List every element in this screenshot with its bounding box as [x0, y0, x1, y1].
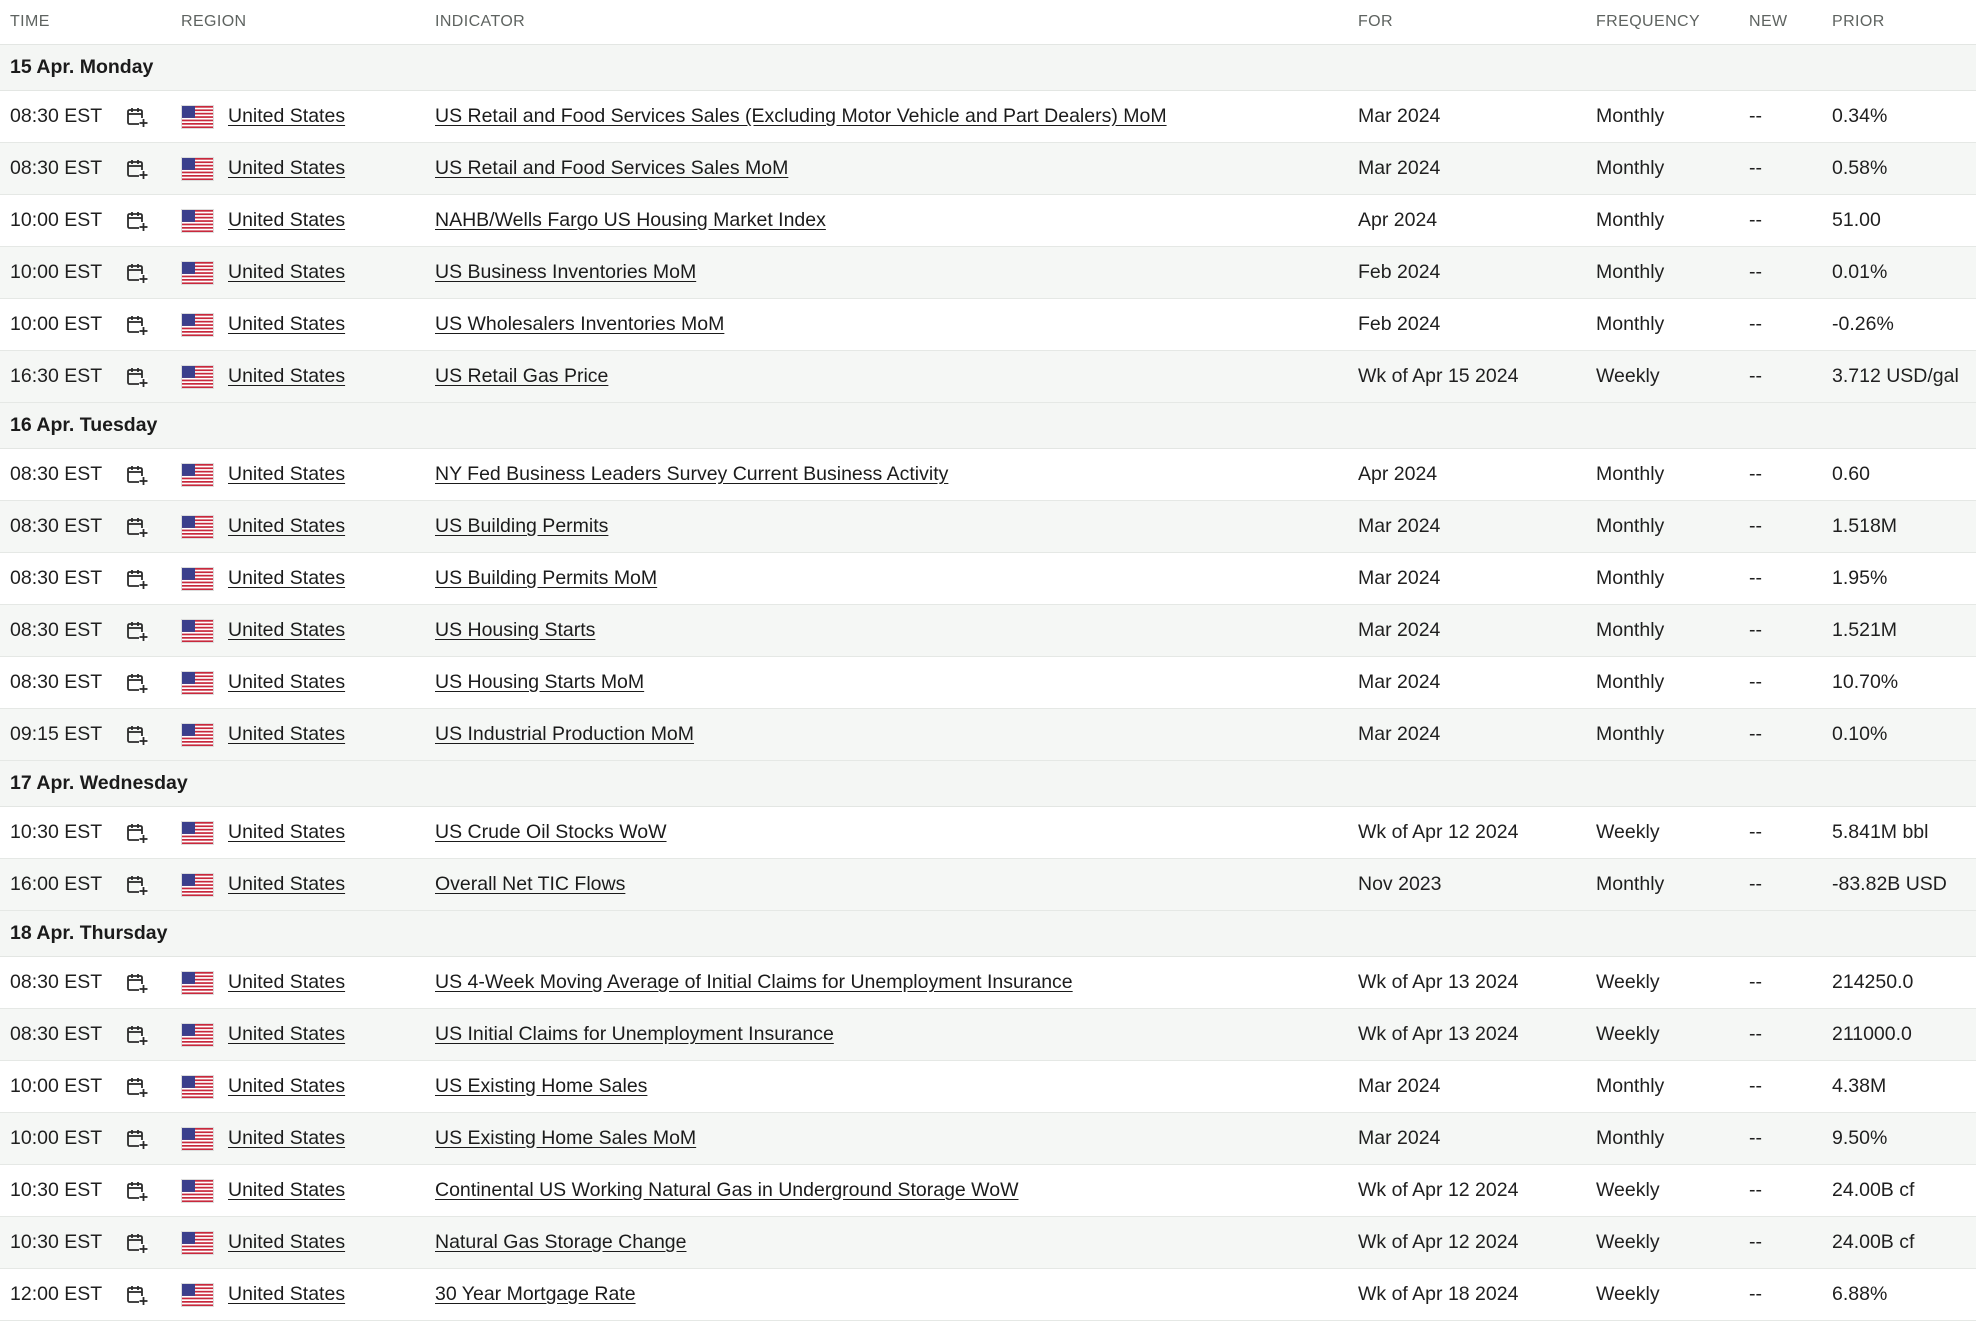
- table-row: [0, 553, 1976, 605]
- us-flag-icon: [181, 671, 228, 695]
- us-flag-icon: [181, 873, 214, 897]
- event-time: 16:00 EST: [10, 873, 103, 895]
- event-new-value: --: [1749, 515, 1762, 537]
- add-to-calendar-button[interactable]: [125, 723, 181, 747]
- us-flag-icon: [181, 209, 214, 233]
- day-group-header: 17 Apr. Wednesday: [0, 761, 1976, 807]
- us-flag-icon: [181, 1283, 228, 1307]
- region-link[interactable]: United States: [228, 971, 346, 993]
- event-time: 10:30 EST: [10, 821, 103, 843]
- event-prior-value: 1.95%: [1832, 567, 1888, 589]
- us-flag-icon: [181, 1179, 228, 1203]
- event-new-value: --: [1749, 1231, 1762, 1253]
- us-flag-icon: [181, 157, 214, 181]
- event-frequency: Monthly: [1596, 157, 1665, 179]
- event-prior-value: 9.50%: [1832, 1127, 1888, 1149]
- table-row: [0, 1113, 1976, 1165]
- event-prior-value: 3.712 USD/gal: [1832, 365, 1959, 387]
- indicator-link[interactable]: Continental US Working Natural Gas in Underground Storage WoW: [435, 1179, 1019, 1201]
- us-flag-icon: [181, 313, 214, 337]
- region-link[interactable]: United States: [228, 463, 346, 485]
- event-frequency: Weekly: [1596, 971, 1660, 993]
- region-link[interactable]: United States: [228, 1283, 346, 1305]
- table-row: [0, 1217, 1976, 1269]
- event-time: 08:30 EST: [10, 619, 103, 641]
- us-flag-icon: [181, 365, 228, 389]
- table-row: [0, 957, 1976, 1009]
- event-period: Mar 2024: [1358, 671, 1441, 693]
- add-to-calendar-button[interactable]: [125, 567, 181, 591]
- event-new-value: --: [1749, 1127, 1762, 1149]
- event-frequency: Weekly: [1596, 1023, 1660, 1045]
- us-flag-icon: [181, 971, 228, 995]
- event-frequency: Weekly: [1596, 1179, 1660, 1201]
- calendar-add-icon[interactable]: [125, 723, 149, 747]
- calendar-add-icon[interactable]: [125, 1023, 149, 1047]
- event-frequency: Monthly: [1596, 209, 1665, 231]
- us-flag-icon: [181, 723, 228, 747]
- us-flag-icon: [181, 261, 214, 285]
- us-flag-icon: [181, 1179, 214, 1203]
- region-link[interactable]: United States: [228, 1075, 346, 1097]
- table-row: [0, 299, 1976, 351]
- header-indicator[interactable]: INDICATOR: [435, 13, 526, 30]
- event-period: Wk of Apr 12 2024: [1358, 821, 1519, 843]
- table-row: [0, 657, 1976, 709]
- event-new-value: --: [1749, 619, 1762, 641]
- add-to-calendar-button[interactable]: [125, 1075, 181, 1099]
- table-row: [0, 195, 1976, 247]
- event-time: 08:30 EST: [10, 515, 103, 537]
- header-new[interactable]: NEW: [1749, 13, 1788, 30]
- table-row: [0, 91, 1976, 143]
- us-flag-icon: [181, 1075, 228, 1099]
- region-link[interactable]: United States: [228, 567, 346, 589]
- us-flag-icon: [181, 567, 214, 591]
- indicator-link[interactable]: US Retail Gas Price: [435, 365, 609, 387]
- event-prior-value: 0.01%: [1832, 261, 1888, 283]
- region-link[interactable]: United States: [228, 313, 346, 335]
- indicator-link[interactable]: Overall Net TIC Flows: [435, 873, 626, 895]
- region-link[interactable]: United States: [228, 723, 346, 745]
- calendar-add-icon[interactable]: [125, 1283, 149, 1307]
- header-time[interactable]: TIME: [10, 13, 50, 30]
- event-new-value: --: [1749, 671, 1762, 693]
- event-new-value: --: [1749, 1283, 1762, 1305]
- event-period: Mar 2024: [1358, 1075, 1441, 1097]
- calendar-add-icon[interactable]: [125, 515, 149, 539]
- event-prior-value: 6.88%: [1832, 1283, 1888, 1305]
- event-time: 10:00 EST: [10, 313, 103, 335]
- event-prior-value: 24.00B cf: [1832, 1231, 1915, 1253]
- indicator-link[interactable]: US Existing Home Sales MoM: [435, 1127, 697, 1149]
- table-row: [0, 351, 1976, 403]
- indicator-link[interactable]: US Existing Home Sales: [435, 1075, 648, 1097]
- calendar-add-icon[interactable]: [125, 313, 149, 337]
- calendar-add-icon[interactable]: [125, 971, 149, 995]
- header-region[interactable]: REGION: [181, 13, 247, 30]
- event-frequency: Monthly: [1596, 723, 1665, 745]
- event-frequency: Monthly: [1596, 619, 1665, 641]
- us-flag-icon: [181, 1023, 228, 1047]
- table-row: [0, 247, 1976, 299]
- table-row: [0, 1165, 1976, 1217]
- calendar-add-icon[interactable]: [125, 209, 149, 233]
- event-prior-value: -83.82B USD: [1832, 873, 1947, 895]
- calendar-add-icon[interactable]: [125, 873, 149, 897]
- add-to-calendar-button[interactable]: [125, 1023, 181, 1047]
- indicator-link[interactable]: Natural Gas Storage Change: [435, 1231, 687, 1253]
- us-flag-icon: [181, 157, 228, 181]
- event-period: Wk of Apr 18 2024: [1358, 1283, 1519, 1305]
- calendar-add-icon[interactable]: [125, 261, 149, 285]
- event-time: 08:30 EST: [10, 1023, 103, 1045]
- us-flag-icon: [181, 723, 214, 747]
- region-link[interactable]: United States: [228, 1179, 346, 1201]
- add-to-calendar-button[interactable]: [125, 261, 181, 285]
- indicator-link[interactable]: US Initial Claims for Unemployment Insurance: [435, 1023, 834, 1045]
- event-time: 08:30 EST: [10, 671, 103, 693]
- event-new-value: --: [1749, 1023, 1762, 1045]
- table-row: [0, 449, 1976, 501]
- event-frequency: Monthly: [1596, 1127, 1665, 1149]
- event-new-value: --: [1749, 1179, 1762, 1201]
- event-frequency: Weekly: [1596, 1231, 1660, 1253]
- add-to-calendar-button[interactable]: [125, 1179, 181, 1203]
- event-time: 08:30 EST: [10, 105, 103, 127]
- calendar-add-icon[interactable]: [125, 105, 149, 129]
- region-link[interactable]: United States: [228, 671, 346, 693]
- calendar-add-icon[interactable]: [125, 157, 149, 181]
- event-new-value: --: [1749, 567, 1762, 589]
- event-period: Wk of Apr 12 2024: [1358, 1179, 1519, 1201]
- event-new-value: --: [1749, 873, 1762, 895]
- indicator-link[interactable]: US Retail and Food Services Sales (Excluding Motor Vehicle and Part Dealers) MoM: [435, 105, 1167, 127]
- event-time: 10:30 EST: [10, 1231, 103, 1253]
- indicator-link[interactable]: US Building Permits: [435, 515, 609, 537]
- event-period: Mar 2024: [1358, 1127, 1441, 1149]
- us-flag-icon: [181, 261, 228, 285]
- day-group-header: 18 Apr. Thursday: [0, 911, 1976, 957]
- calendar-add-icon[interactable]: [125, 365, 149, 389]
- event-prior-value: 24.00B cf: [1832, 1179, 1915, 1201]
- event-period: Apr 2024: [1358, 463, 1438, 485]
- indicator-link[interactable]: US Wholesalers Inventories MoM: [435, 313, 725, 335]
- event-period: Feb 2024: [1358, 261, 1441, 283]
- indicator-link[interactable]: US Building Permits MoM: [435, 567, 658, 589]
- event-time: 10:00 EST: [10, 209, 103, 231]
- event-new-value: --: [1749, 723, 1762, 745]
- add-to-calendar-button[interactable]: [125, 313, 181, 337]
- region-link[interactable]: United States: [228, 1023, 346, 1045]
- indicator-link[interactable]: US Industrial Production MoM: [435, 723, 695, 745]
- indicator-link[interactable]: 30 Year Mortgage Rate: [435, 1283, 636, 1305]
- event-period: Wk of Apr 13 2024: [1358, 971, 1519, 993]
- event-new-value: --: [1749, 105, 1762, 127]
- event-time: 10:00 EST: [10, 1127, 103, 1149]
- calendar-add-icon[interactable]: [125, 1127, 149, 1151]
- us-flag-icon: [181, 567, 228, 591]
- table-row: [0, 1061, 1976, 1113]
- us-flag-icon: [181, 1127, 214, 1151]
- event-time: 09:15 EST: [10, 723, 103, 745]
- calendar-add-icon[interactable]: [125, 1179, 149, 1203]
- region-link[interactable]: United States: [228, 1231, 346, 1253]
- indicator-link[interactable]: US Housing Starts MoM: [435, 671, 645, 693]
- indicator-link[interactable]: US Housing Starts: [435, 619, 596, 641]
- event-prior-value: 51.00: [1832, 209, 1881, 231]
- event-prior-value: 10.70%: [1832, 671, 1899, 693]
- event-time: 16:30 EST: [10, 365, 103, 387]
- event-frequency: Monthly: [1596, 463, 1665, 485]
- event-frequency: Monthly: [1596, 567, 1665, 589]
- event-period: Wk of Apr 13 2024: [1358, 1023, 1519, 1045]
- us-flag-icon: [181, 1127, 228, 1151]
- add-to-calendar-button[interactable]: [125, 873, 181, 897]
- us-flag-icon: [181, 1023, 214, 1047]
- day-group-header: 15 Apr. Monday: [0, 45, 1976, 91]
- event-period: Feb 2024: [1358, 313, 1441, 335]
- event-time: 10:00 EST: [10, 1075, 103, 1097]
- event-period: Mar 2024: [1358, 567, 1441, 589]
- event-prior-value: 0.60: [1832, 463, 1870, 485]
- us-flag-icon: [181, 313, 228, 337]
- event-prior-value: -0.26%: [1832, 313, 1894, 335]
- indicator-link[interactable]: NAHB/Wells Fargo US Housing Market Index: [435, 209, 826, 231]
- day-group-header: 16 Apr. Tuesday: [0, 403, 1976, 449]
- table-header: [0, 0, 1976, 45]
- us-flag-icon: [181, 671, 214, 695]
- calendar-add-icon[interactable]: [125, 567, 149, 591]
- add-to-calendar-button[interactable]: [125, 105, 181, 129]
- event-period: Wk of Apr 12 2024: [1358, 1231, 1519, 1253]
- event-time: 08:30 EST: [10, 157, 103, 179]
- table-row: [0, 807, 1976, 859]
- indicator-link[interactable]: US Crude Oil Stocks WoW: [435, 821, 667, 843]
- event-time: 10:30 EST: [10, 1179, 103, 1201]
- event-period: Nov 2023: [1358, 873, 1442, 895]
- us-flag-icon: [181, 971, 214, 995]
- us-flag-icon: [181, 821, 228, 845]
- add-to-calendar-button[interactable]: [125, 1231, 181, 1255]
- region-link[interactable]: United States: [228, 261, 346, 283]
- event-frequency: Monthly: [1596, 313, 1665, 335]
- event-prior-value: 0.10%: [1832, 723, 1888, 745]
- event-new-value: --: [1749, 209, 1762, 231]
- event-new-value: --: [1749, 313, 1762, 335]
- calendar-add-icon[interactable]: [125, 821, 149, 845]
- event-prior-value: 0.34%: [1832, 105, 1888, 127]
- event-time: 08:30 EST: [10, 971, 103, 993]
- event-prior-value: 214250.0: [1832, 971, 1914, 993]
- header-frequency[interactable]: FREQUENCY: [1596, 13, 1701, 30]
- event-new-value: --: [1749, 1075, 1762, 1097]
- event-frequency: Monthly: [1596, 105, 1665, 127]
- table-row: [0, 1269, 1976, 1321]
- us-flag-icon: [181, 1231, 228, 1255]
- table-row: [0, 605, 1976, 657]
- event-frequency: Monthly: [1596, 261, 1665, 283]
- header-prior[interactable]: PRIOR: [1832, 13, 1885, 30]
- event-prior-value: 4.38M: [1832, 1075, 1887, 1097]
- table-row: [0, 143, 1976, 195]
- event-new-value: --: [1749, 821, 1762, 843]
- event-frequency: Monthly: [1596, 671, 1665, 693]
- event-period: Mar 2024: [1358, 157, 1441, 179]
- event-new-value: --: [1749, 971, 1762, 993]
- indicator-link[interactable]: US 4-Week Moving Average of Initial Claims for Unemployment Insurance: [435, 971, 1073, 993]
- add-to-calendar-button[interactable]: [125, 463, 181, 487]
- add-to-calendar-button[interactable]: [125, 619, 181, 643]
- event-prior-value: 211000.0: [1832, 1023, 1912, 1045]
- event-frequency: Monthly: [1596, 1075, 1665, 1097]
- event-time: 08:30 EST: [10, 463, 103, 485]
- us-flag-icon: [181, 463, 228, 487]
- event-frequency: Weekly: [1596, 365, 1660, 387]
- table-row: [0, 709, 1976, 761]
- event-period: Mar 2024: [1358, 619, 1441, 641]
- region-link[interactable]: United States: [228, 873, 346, 895]
- calendar-add-icon[interactable]: [125, 463, 149, 487]
- us-flag-icon: [181, 463, 214, 487]
- event-period: Mar 2024: [1358, 515, 1441, 537]
- event-frequency: Weekly: [1596, 1283, 1660, 1305]
- us-flag-icon: [181, 365, 214, 389]
- calendar-add-icon[interactable]: [125, 1231, 149, 1255]
- event-period: Apr 2024: [1358, 209, 1438, 231]
- event-frequency: Monthly: [1596, 515, 1665, 537]
- region-link[interactable]: United States: [228, 515, 346, 537]
- add-to-calendar-button[interactable]: [125, 1127, 181, 1151]
- event-time: 08:30 EST: [10, 567, 103, 589]
- event-new-value: --: [1749, 365, 1762, 387]
- us-flag-icon: [181, 515, 228, 539]
- us-flag-icon: [181, 105, 228, 129]
- table-row: [0, 1009, 1976, 1061]
- indicator-link[interactable]: US Business Inventories MoM: [435, 261, 697, 283]
- add-to-calendar-button[interactable]: [125, 209, 181, 233]
- event-prior-value: 5.841M bbl: [1832, 821, 1929, 843]
- region-link[interactable]: United States: [228, 209, 346, 231]
- us-flag-icon: [181, 619, 228, 643]
- table-row: [0, 859, 1976, 911]
- event-period: Mar 2024: [1358, 723, 1441, 745]
- event-time: 10:00 EST: [10, 261, 103, 283]
- add-to-calendar-button[interactable]: [125, 515, 181, 539]
- event-new-value: --: [1749, 463, 1762, 485]
- indicator-link[interactable]: US Retail and Food Services Sales MoM: [435, 157, 789, 179]
- us-flag-icon: [181, 619, 214, 643]
- event-prior-value: 0.58%: [1832, 157, 1888, 179]
- region-link[interactable]: United States: [228, 1127, 346, 1149]
- event-frequency: Weekly: [1596, 821, 1660, 843]
- event-new-value: --: [1749, 157, 1762, 179]
- us-flag-icon: [181, 1283, 214, 1307]
- event-prior-value: 1.518M: [1832, 515, 1898, 537]
- us-flag-icon: [181, 515, 214, 539]
- add-to-calendar-button[interactable]: [125, 365, 181, 389]
- us-flag-icon: [181, 105, 214, 129]
- add-to-calendar-button[interactable]: [125, 971, 181, 995]
- event-new-value: --: [1749, 261, 1762, 283]
- us-flag-icon: [181, 1075, 214, 1099]
- event-time: 12:00 EST: [10, 1283, 103, 1305]
- table-row: [0, 501, 1976, 553]
- event-prior-value: 1.521M: [1832, 619, 1898, 641]
- calendar-add-icon[interactable]: [125, 1075, 149, 1099]
- region-link[interactable]: United States: [228, 105, 346, 127]
- table-body: [0, 45, 1976, 1321]
- event-frequency: Monthly: [1596, 873, 1665, 895]
- region-link[interactable]: United States: [228, 821, 346, 843]
- us-flag-icon: [181, 873, 228, 897]
- add-to-calendar-button[interactable]: [125, 1283, 181, 1307]
- add-to-calendar-button[interactable]: [125, 821, 181, 845]
- region-link[interactable]: United States: [228, 157, 346, 179]
- indicator-link[interactable]: NY Fed Business Leaders Survey Current Business Activity: [435, 463, 949, 485]
- region-link[interactable]: United States: [228, 619, 346, 641]
- add-to-calendar-button[interactable]: [125, 671, 181, 695]
- us-flag-icon: [181, 209, 228, 233]
- add-to-calendar-button[interactable]: [125, 157, 181, 181]
- event-period: Mar 2024: [1358, 105, 1441, 127]
- region-link[interactable]: United States: [228, 365, 346, 387]
- header-for[interactable]: FOR: [1358, 13, 1393, 30]
- us-flag-icon: [181, 1231, 214, 1255]
- event-period: Wk of Apr 15 2024: [1358, 365, 1519, 387]
- us-flag-icon: [181, 821, 214, 845]
- calendar-add-icon[interactable]: [125, 619, 149, 643]
- calendar-add-icon[interactable]: [125, 671, 149, 695]
